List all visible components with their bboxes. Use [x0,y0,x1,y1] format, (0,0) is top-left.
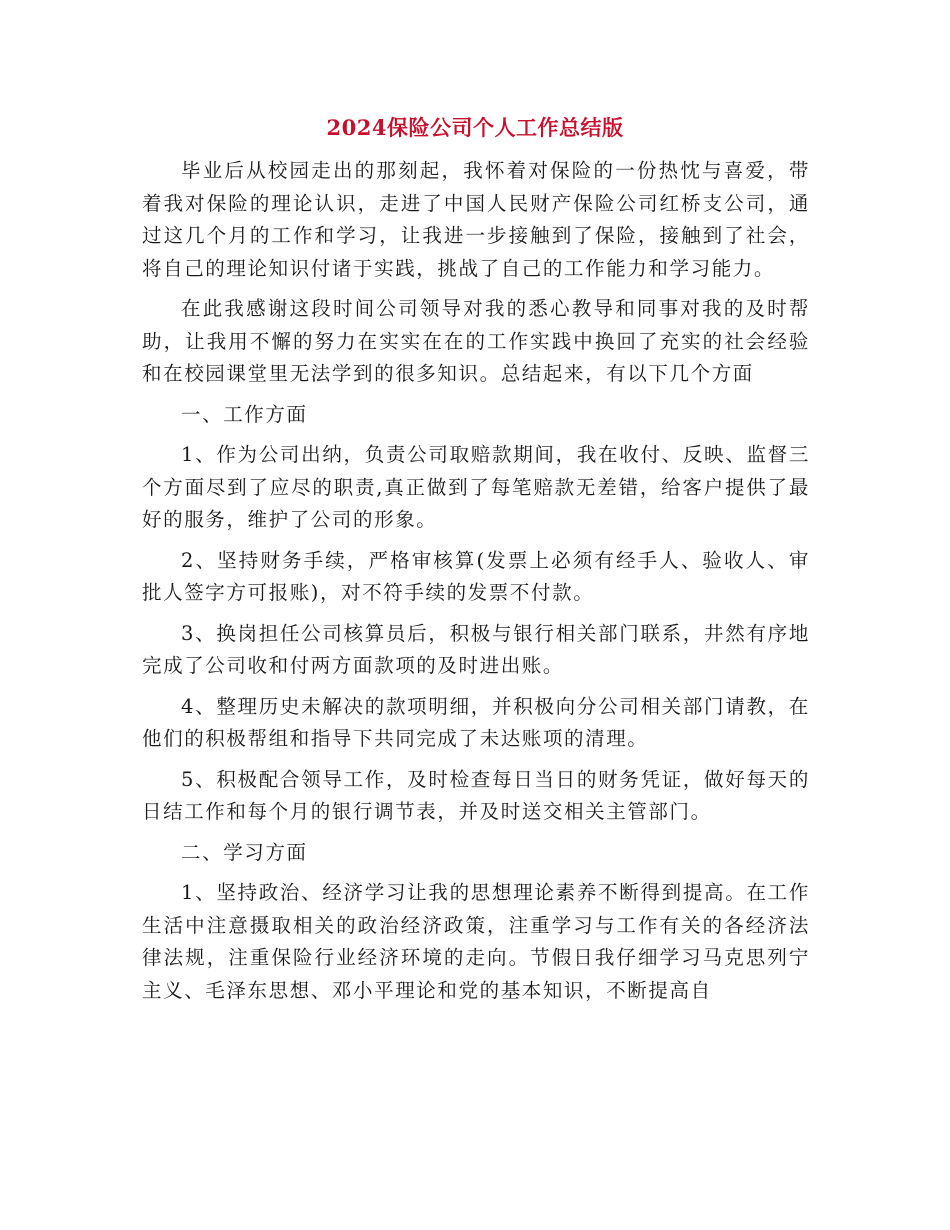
study-item-1: 1、坚持政治、经济学习让我的思想理论素养不断得到提高。在工作生活中注意摄取相关的政治经济政策，注重学习与工作有关的各经济法律法规，注重保险行业经济环境的走向。节假日我仔细学习马克思列宁主义、毛泽东思想、邓小平理论和党的基本知识，不断提高自 [142,881,810,1002]
work-item-1: 1、作为公司出纳，负责公司取赔款期间，我在收付、反映、监督三个方面尽到了应尽的职责,真正做到了每笔赔款无差错，给客户提供了最好的服务，维护了公司的形象。 [142,443,810,531]
work-item-3: 3、换岗担任公司核算员后，积极与银行相关部门联系，井然有序地完成了公司收和付两方面款项的及时进出账。 [142,621,810,677]
work-item-2: 2、坚持财务手续，严格审核算(发票上必须有经手人、验收人、审批人签字方可报账)，对不符手续的发票不付款。 [142,548,810,604]
section-heading-study: 二、学习方面 [181,840,308,864]
work-item-5: 5、积极配合领导工作，及时检查每日当日的财务凭证，做好每天的日结工作和每个月的银行调节表，并及时送交相关主管部门。 [142,767,810,823]
document-title: 2024保险公司个人工作总结版 [326,115,624,140]
paragraph-intro: 毕业后从校园走出的那刻起，我怀着对保险的一份热忱与喜爱，带着我对保险的理论认识，走进了中国人民财产保险公司红桥支公司，通过这几个月的工作和学习，让我进一步接触到了保险，接触到了社会，将自己的理论知识付诸于实践，挑战了自己的工作能力和学习能力。 [142,159,810,280]
work-item-4: 4、整理历史未解决的款项明细，并积极向分公司相关部门请教，在他们的积极帮组和指导下共同完成了未达账项的清理。 [142,694,810,750]
document-body [142,155,810,1015]
section-heading-work: 一、工作方面 [181,402,308,426]
paragraph-thanks: 在此我感谢这段时间公司领导对我的悉心教导和同事对我的及时帮助，让我用不懈的努力在实实在在的工作实践中换回了充实的社会经验和在校园课堂里无法学到的很多知识。总结起来，有以下几个方面 [142,297,810,385]
